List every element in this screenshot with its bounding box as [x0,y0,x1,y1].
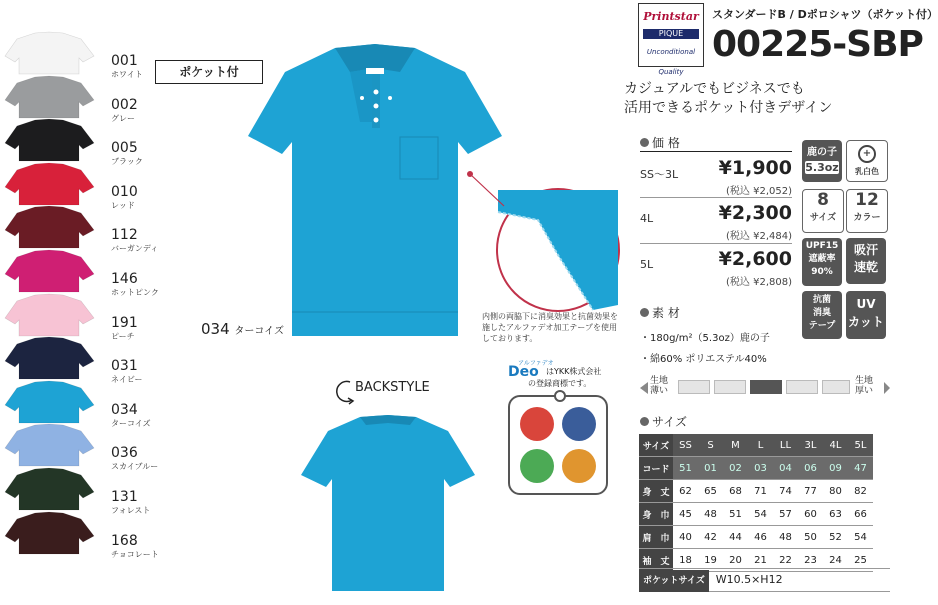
size-cell: 45 [673,503,698,526]
size-cell: 68 [723,480,748,503]
color-name: ネイビー [111,375,143,385]
size-cell: 80 [823,480,848,503]
size-cell: 42 [698,526,723,549]
color-name: ピーチ [111,331,135,341]
material-line2: ・綿60% ポリエステル40% [640,354,767,365]
size-cell: 51 [723,503,748,526]
thin-arrow-icon [640,382,648,394]
color-code: 005 [111,140,138,157]
size-cell: 22 [773,549,798,572]
size-table-row [639,457,873,480]
color-code: 131 [111,489,138,505]
size-cell: 24 [823,549,848,572]
antibacterial-tape-badge: 抗菌 消臭 テープ [802,291,842,339]
size-table-row [639,480,873,503]
back-shirt-image [298,413,478,595]
thick-arrow-icon [884,382,890,394]
size-cell: 3L [798,434,823,457]
price-heading: 価 格 [640,134,680,151]
color-name: ホットピンク [111,288,159,297]
price-size-4l: 4L [640,212,654,225]
fabric-color-icon: + [858,145,876,163]
size-cell: 18 [673,549,698,572]
color-name: ターコイズ [111,418,151,428]
size-cell: 48 [773,526,798,549]
size-table-row [639,434,873,457]
color-name: レッド [111,200,135,210]
size-cell: 65 [698,480,723,503]
size-row-label: サイズ [639,434,673,457]
size-cell: 25 [848,549,873,572]
size-cell: 47 [848,457,873,480]
product-code: 00225-SBP [712,24,923,65]
size-heading: サイズ [640,413,687,430]
antibacterial-icon [562,449,596,483]
deo-trademark [506,358,626,388]
size-cell: 82 [848,480,873,503]
size-row-label: 身 巾 [639,503,673,526]
thickness-thin-label: 生地 薄い [650,376,669,396]
color-name: グレー [111,113,135,123]
size-cell: L [748,434,773,457]
size-table-row [639,526,873,549]
size-cell: 48 [698,503,723,526]
size-cell: 4L [823,434,848,457]
price-5l: ¥2,600 [718,248,792,270]
color-swatch-shirt[interactable] [5,424,94,466]
size-cell: 03 [748,457,773,480]
size-cell: M [723,434,748,457]
upf-badge: UPF15 遮蔽率 90% [802,238,842,286]
size-cell: 60 [798,503,823,526]
pocket-tag: ポケット付 [155,60,263,84]
size-cell: 50 [798,526,823,549]
size-cell: 19 [698,549,723,572]
size-cell: 21 [748,549,773,572]
size-cell: 77 [798,480,823,503]
thickness-indicator [750,380,782,394]
size-cell: 04 [773,457,798,480]
thickness-scale [678,378,850,394]
deo-logo: Deo [508,364,539,380]
color-swatch-shirt[interactable] [5,250,94,292]
size-cell: 46 [748,526,773,549]
color-code: 168 [111,532,138,549]
pocket-size-label: ポケットサイズ [639,570,709,592]
color-swatch-shirt[interactable] [5,381,94,423]
sweat-dry-badge: 吸汗 速乾 [846,238,886,284]
price-ss-3l: ¥1,900 [718,157,792,179]
size-cell: 57 [773,503,798,526]
size-cell: SS [673,434,698,457]
deo-trademark-line2: の登録商標です。 [528,379,592,388]
color-swatch-shirt[interactable] [5,76,94,118]
color-swatch-shirt[interactable] [5,468,94,510]
color-name: スカイブルー [111,462,159,472]
size-cell: 02 [723,457,748,480]
color-code: 034 [111,401,138,418]
size-cell: 66 [848,503,873,526]
color-name: チョコレート [111,549,159,559]
color-name: フォレスト [111,506,151,515]
size-cell: 40 [673,526,698,549]
size-cell: 51 [673,457,698,480]
price-tax-5l: (税込 ¥2,808) [726,277,792,288]
brand-logo [638,3,704,76]
color-code: 001 [111,53,138,69]
color-swatch-shirt[interactable] [5,206,94,248]
deodorant-icon [520,449,554,483]
detail-zoom-circle [496,188,620,312]
featured-color-code: 034 ターコイズ [201,320,285,338]
color-name: ホワイト [111,70,143,79]
size-cell: 20 [723,549,748,572]
material-line1: ・180g/m²（5.3oz）鹿の子 [640,333,770,344]
size-row-label: コード [639,457,673,480]
uv-cut-icon [520,407,554,441]
size-row-label: 身 丈 [639,480,673,503]
pocket-size-value: W10.5×H12 [715,573,783,586]
size-cell: 54 [748,503,773,526]
fabric-color-badge: + 乳白色 [846,140,888,182]
tagline-line2: 活用できるポケット付きデザイン [624,100,833,116]
color-swatch-shirt[interactable] [5,32,94,74]
tagline-line1: カジュアルでもビジネスでも [624,81,805,97]
brand-logo-script: Unconditional Quality [646,48,696,76]
brand-logo-bar: PIQUE [643,29,699,39]
color-swatch-shirt[interactable] [5,294,94,336]
price-tax-4l: (税込 ¥2,484) [726,231,792,242]
size-cell: 06 [798,457,823,480]
size-cell: LL [773,434,798,457]
size-cell: S [698,434,723,457]
price-size-ss-3l: SS〜3L [640,168,679,181]
detail-note: 内側の両脇下に消臭効果と抗菌効果を施したアルファデオ加工テープを使用しております。 [482,312,618,343]
color-code: 146 [111,271,138,287]
size-cell: 52 [823,526,848,549]
color-name: ブラック [111,157,143,167]
brand-logo-text: Printstar [643,10,699,23]
color-code: 031 [111,358,138,375]
material-heading: 素 材 [640,304,680,321]
deo-small-label: アルファデオ [518,360,554,367]
thickness-thick-label: 生地 厚い [855,376,874,396]
size-cell: 71 [748,480,773,503]
detail-pointer-line [466,170,508,210]
color-swatch-shirt[interactable] [5,337,94,379]
size-cell: 09 [823,457,848,480]
rotate-arrow-icon [336,378,356,406]
color-code: 036 [111,445,138,462]
color-swatch-shirt[interactable] [5,163,94,205]
color-code: 112 [111,227,138,244]
color-swatch-shirt[interactable] [5,512,94,554]
color-code: 010 [111,183,138,200]
backstyle-label: BACKSTYLE [355,380,430,395]
color-swatch-shirt[interactable] [5,119,94,161]
size-table-row [639,503,873,526]
price-tax-ss-3l: (税込 ¥2,052) [726,186,792,197]
size-cell: 44 [723,526,748,549]
size-cell: 01 [698,457,723,480]
tagline [624,80,832,118]
color-count-badge: 12 カラー [846,189,888,233]
pocket-size-row [639,568,890,592]
dry-icon [562,407,596,441]
fabric-badge: 鹿の子 5.3oz [802,140,842,182]
product-name: スタンダードB / Dポロシャツ（ポケット付） [712,8,938,21]
size-cell: 62 [673,480,698,503]
function-icons-tag [508,395,608,495]
size-cell: 63 [823,503,848,526]
deo-trademark-line1: はYKK株式会社 [546,367,602,376]
size-cell: 74 [773,480,798,503]
size-table [639,434,873,572]
size-cell: 54 [848,526,873,549]
size-row-label: 袖 丈 [639,549,673,572]
featured-color-name: ターコイズ [234,326,285,337]
price-size-5l: 5L [640,258,654,271]
size-count-badge: 8 サイズ [802,189,844,233]
size-cell: 5L [848,434,873,457]
color-name: バーガンディ [111,244,159,254]
uv-cut-badge: UV カット [846,291,886,339]
color-code: 002 [111,96,138,113]
size-cell: 23 [798,549,823,572]
price-4l: ¥2,300 [718,202,792,224]
size-row-label: 肩 巾 [639,526,673,549]
color-code: 191 [111,314,138,331]
